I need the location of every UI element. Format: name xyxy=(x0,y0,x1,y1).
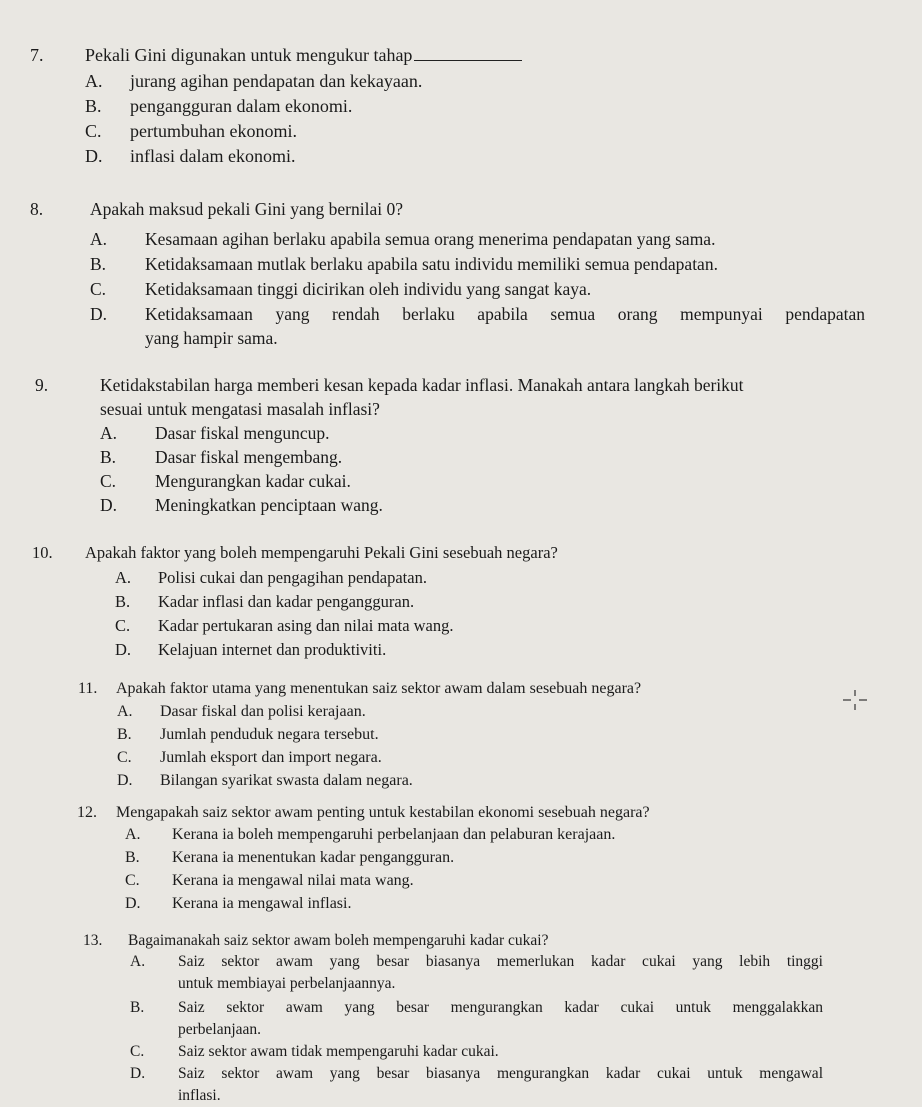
question-10 xyxy=(0,541,922,662)
option-label: B. xyxy=(130,999,145,1016)
option-label: A. xyxy=(117,703,133,720)
option-label: C. xyxy=(90,279,107,299)
option-label: A. xyxy=(125,826,141,843)
option-label: A. xyxy=(115,568,132,587)
option-label: D. xyxy=(90,304,108,324)
option-text: Kesamaan agihan berlaku apabila semua orang menerima pendapatan yang sama. xyxy=(145,229,716,249)
option-text: Ketidaksamaan yang rendah berlaku apabila semua orang mempunyai pendapatan xyxy=(145,304,865,324)
option[interactable] xyxy=(0,94,922,119)
question-text: Apakah faktor yang boleh mempengaruhi Pekali Gini sesebuah negara? xyxy=(85,543,558,562)
option[interactable] xyxy=(0,144,922,169)
question-number: 12. xyxy=(77,804,97,821)
option[interactable] xyxy=(0,302,922,352)
option-label: C. xyxy=(117,749,132,766)
option-text: inflasi dalam ekonomi. xyxy=(130,146,296,166)
option[interactable] xyxy=(0,445,922,469)
option-label: C. xyxy=(85,121,102,141)
question-number: 10. xyxy=(32,543,53,562)
option-text: Kerana ia boleh mempengaruhi perbelanjaan dan pelaburan kerajaan. xyxy=(172,826,616,843)
question-text: Ketidakstabilan harga memberi kesan kepada kadar inflasi. Manakah antara langkah berikut xyxy=(100,375,744,395)
option-text: Saiz sektor awam yang besar biasanya mengurangkan kadar cukai untuk mengawal xyxy=(178,1065,823,1082)
question-text: Apakah faktor utama yang menentukan saiz sektor awam dalam sesebuah negara? xyxy=(116,680,642,697)
option-text: Dasar fiskal mengembang. xyxy=(155,447,343,467)
option[interactable] xyxy=(0,614,922,638)
option-label: A. xyxy=(130,953,146,970)
option-label: C. xyxy=(125,872,140,889)
option[interactable] xyxy=(0,746,922,769)
option-text: Saiz sektor awam tidak mempengaruhi kadar cukai. xyxy=(178,1043,499,1060)
option-text: pertumbuhan ekonomi. xyxy=(130,121,297,141)
option-label: B. xyxy=(100,447,117,467)
option[interactable] xyxy=(0,119,922,144)
option-text: Ketidaksamaan mutlak berlaku apabila satu individu memiliki semua pendapatan. xyxy=(145,254,718,274)
option-text: pengangguran dalam ekonomi. xyxy=(130,96,353,116)
option[interactable] xyxy=(0,277,922,302)
option-label: D. xyxy=(115,640,132,659)
option-text: Jumlah eksport dan import negara. xyxy=(160,749,382,766)
question-number: 11. xyxy=(78,680,98,697)
option-label: D. xyxy=(85,146,103,166)
option-label: A. xyxy=(90,229,108,249)
option-text: Kelajuan internet dan produktiviti. xyxy=(158,640,387,659)
option-text: Dasar fiskal menguncup. xyxy=(155,423,330,443)
option-text: Kerana ia menentukan kadar pengangguran. xyxy=(172,849,455,866)
option[interactable] xyxy=(0,723,922,746)
option-text: Bilangan syarikat swasta dalam negara. xyxy=(160,772,413,789)
option[interactable] xyxy=(0,421,922,445)
question-11 xyxy=(0,677,922,792)
option[interactable] xyxy=(0,590,922,614)
option-label: C. xyxy=(100,471,117,491)
option-text: Kerana ia mengawal nilai mata wang. xyxy=(172,872,414,889)
question-12 xyxy=(0,801,922,915)
option[interactable] xyxy=(0,769,922,792)
option-label: B. xyxy=(117,726,132,743)
option[interactable] xyxy=(0,252,922,277)
option-label: A. xyxy=(85,71,103,91)
option-text: Jumlah penduduk negara tersebut. xyxy=(160,726,379,743)
option-label: B. xyxy=(90,254,107,274)
option-text: Mengurangkan kadar cukai. xyxy=(155,471,351,491)
option-text: Dasar fiskal dan polisi kerajaan. xyxy=(160,703,366,720)
option-label: A. xyxy=(100,423,118,443)
option-label: B. xyxy=(115,592,131,611)
question-number: 9. xyxy=(35,375,49,395)
question-9 xyxy=(0,373,922,517)
option-text: Ketidaksamaan tinggi dicirikan oleh individu yang sangat kaya. xyxy=(145,279,592,299)
option[interactable] xyxy=(0,1063,922,1107)
option-label: C. xyxy=(115,616,131,635)
question-number: 7. xyxy=(30,45,44,65)
question-text: Mengapakah saiz sektor awam penting untuk kestabilan ekonomi sesebuah negara? xyxy=(116,804,650,821)
option-text: Kerana ia mengawal inflasi. xyxy=(172,895,352,912)
question-text: Bagaimanakah saiz sektor awam boleh mempengaruhi kadar cukai? xyxy=(128,932,549,949)
option[interactable] xyxy=(0,869,922,892)
option-text-continued: yang hampir sama. xyxy=(145,328,278,348)
option[interactable] xyxy=(0,566,922,590)
crosshair-mark-icon xyxy=(840,690,870,710)
option-text: Polisi cukai dan pengagihan pendapatan. xyxy=(158,568,427,587)
option-label: C. xyxy=(130,1043,145,1060)
option[interactable] xyxy=(0,997,922,1041)
option-label: B. xyxy=(85,96,102,116)
option[interactable] xyxy=(0,823,922,846)
option-text: Meningkatkan penciptaan wang. xyxy=(155,495,383,515)
option-label: D. xyxy=(117,772,133,789)
option[interactable] xyxy=(0,69,922,94)
option[interactable] xyxy=(0,469,922,493)
option[interactable] xyxy=(0,700,922,723)
option-label: D. xyxy=(100,495,118,515)
question-7 xyxy=(0,43,922,169)
option[interactable] xyxy=(0,493,922,517)
option[interactable] xyxy=(0,227,922,252)
option-text: Saiz sektor awam yang besar mengurangkan kadar cukai untuk menggalakkan xyxy=(178,999,823,1016)
answer-blank xyxy=(414,46,522,61)
question-number: 8. xyxy=(30,199,44,219)
option-text: Kadar inflasi dan kadar pengangguran. xyxy=(158,592,415,611)
question-number: 13. xyxy=(83,932,103,949)
option[interactable] xyxy=(0,1041,922,1063)
question-text: Pekali Gini digunakan untuk mengukur tahap xyxy=(85,43,922,67)
option-label: D. xyxy=(125,895,141,912)
option[interactable] xyxy=(0,892,922,915)
question-text-continued: sesuai untuk mengatasi masalah inflasi? xyxy=(100,399,380,419)
option-label: B. xyxy=(125,849,140,866)
question-text: Apakah maksud pekali Gini yang bernilai 0? xyxy=(90,199,403,219)
option-text: jurang agihan pendapatan dan kekayaan. xyxy=(130,71,423,91)
option[interactable] xyxy=(0,951,922,997)
option[interactable] xyxy=(0,638,922,662)
option-text-continued: inflasi. xyxy=(178,1087,221,1104)
option-text: Saiz sektor awam yang besar biasanya memerlukan kadar cukai yang lebih tinggi xyxy=(178,953,823,970)
question-8 xyxy=(0,197,922,352)
option-text-continued: perbelanjaan. xyxy=(178,1021,262,1038)
option[interactable] xyxy=(0,846,922,869)
option-label: D. xyxy=(130,1065,146,1082)
option-text-continued: untuk membiayai perbelanjaannya. xyxy=(178,975,396,992)
question-13 xyxy=(0,929,922,1107)
option-text: Kadar pertukaran asing dan nilai mata wang. xyxy=(158,616,454,635)
